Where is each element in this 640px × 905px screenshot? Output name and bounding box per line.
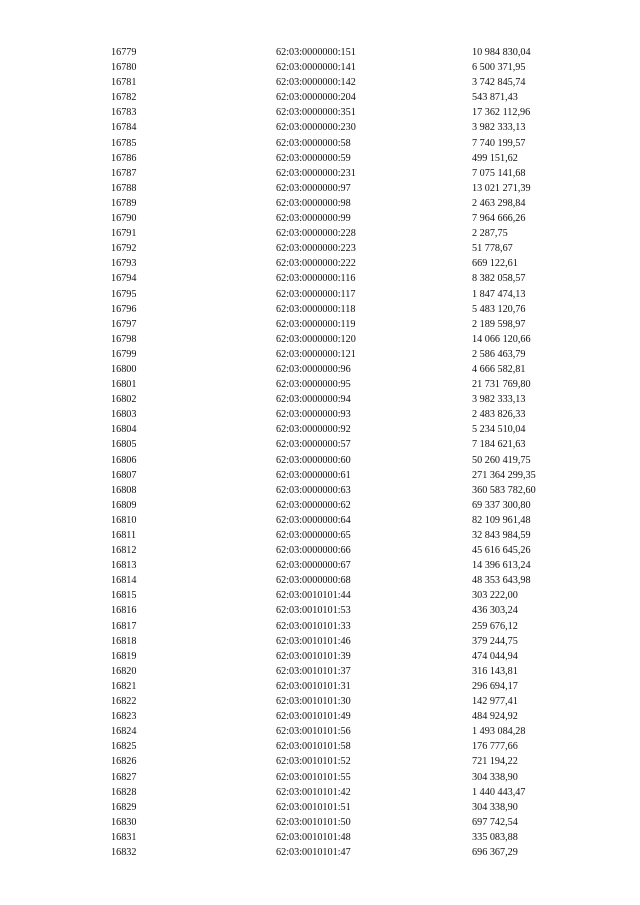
row-number-cell: 16822 <box>111 696 137 708</box>
row-number-cell: 16786 <box>111 152 137 164</box>
cadastral-value-cell: 436 303,24 <box>472 605 518 617</box>
cadastral-number-cell: 62:03:0000000:58 <box>276 137 351 149</box>
cadastral-number-cell: 62:03:0010101:30 <box>276 696 351 708</box>
cadastral-number-cell: 62:03:0010101:52 <box>276 756 351 768</box>
cadastral-value-cell: 304 338,90 <box>472 771 518 783</box>
cadastral-value-cell: 3 982 333,13 <box>472 122 526 134</box>
table-row <box>0 619 640 634</box>
table-row <box>0 634 640 649</box>
row-number-cell: 16803 <box>111 409 137 421</box>
row-number-cell: 16793 <box>111 258 137 270</box>
table-row <box>0 453 640 468</box>
row-number-cell: 16801 <box>111 379 137 391</box>
table-row <box>0 558 640 573</box>
cadastral-value-cell: 45 616 645,26 <box>472 545 531 557</box>
table-row <box>0 317 640 332</box>
row-number-cell: 16784 <box>111 122 137 134</box>
row-number-cell: 16805 <box>111 439 137 451</box>
cadastral-value-cell: 259 676,12 <box>472 620 518 632</box>
row-number-cell: 16798 <box>111 333 137 345</box>
cadastral-number-cell: 62:03:0000000:97 <box>276 182 351 194</box>
row-number-cell: 16820 <box>111 665 137 677</box>
table-row <box>0 105 640 120</box>
cadastral-value-cell: 8 382 058,57 <box>472 273 526 285</box>
row-number-cell: 16813 <box>111 560 137 572</box>
row-number-cell: 16804 <box>111 424 137 436</box>
row-number-cell: 16782 <box>111 92 137 104</box>
cadastral-number-cell: 62:03:0010101:49 <box>276 711 351 723</box>
table-row <box>0 694 640 709</box>
table-row <box>0 332 640 347</box>
row-number-cell: 16788 <box>111 182 137 194</box>
table-row <box>0 60 640 75</box>
cadastral-number-cell: 62:03:0000000:96 <box>276 363 351 375</box>
table-row <box>0 151 640 166</box>
table-row <box>0 392 640 407</box>
table-row <box>0 241 640 256</box>
row-number-cell: 16807 <box>111 469 137 481</box>
cadastral-value-cell: 50 260 419,75 <box>472 454 531 466</box>
table-row <box>0 226 640 241</box>
cadastral-number-cell: 62:03:0000000:351 <box>276 107 356 119</box>
row-number-cell: 16817 <box>111 620 137 632</box>
row-number-cell: 16791 <box>111 228 137 240</box>
cadastral-value-cell: 17 362 112,96 <box>472 107 531 119</box>
table-row <box>0 136 640 151</box>
cadastral-value-cell: 1 493 084,28 <box>472 726 526 738</box>
table-row <box>0 588 640 603</box>
row-number-cell: 16812 <box>111 545 137 557</box>
table-row <box>0 498 640 513</box>
table-row <box>0 679 640 694</box>
table-row <box>0 785 640 800</box>
cadastral-value-cell: 5 234 510,04 <box>472 424 526 436</box>
cadastral-number-cell: 62:03:0000000:93 <box>276 409 351 421</box>
table-row <box>0 649 640 664</box>
cadastral-number-cell: 62:03:0010101:48 <box>276 831 351 843</box>
row-number-cell: 16828 <box>111 786 137 798</box>
table-row <box>0 724 640 739</box>
cadastral-value-cell: 7 075 141,68 <box>472 167 526 179</box>
cadastral-value-cell: 14 396 613,24 <box>472 560 531 572</box>
cadastral-value-cell: 3 982 333,13 <box>472 394 526 406</box>
cadastral-number-cell: 62:03:0000000:151 <box>276 47 356 58</box>
cadastral-value-cell: 499 151,62 <box>472 152 518 164</box>
table-row <box>0 800 640 815</box>
cadastral-value-cell: 48 353 643,98 <box>472 575 531 587</box>
table-row <box>0 770 640 785</box>
cadastral-value-cell: 1 847 474,13 <box>472 288 526 300</box>
table-row <box>0 271 640 286</box>
cadastral-value-cell: 2 483 826,33 <box>472 409 526 421</box>
row-number-cell: 16823 <box>111 711 137 723</box>
cadastral-number-cell: 62:03:0010101:39 <box>276 650 351 662</box>
row-number-cell: 16827 <box>111 771 137 783</box>
table-row <box>0 830 640 845</box>
cadastral-number-cell: 62:03:0010101:31 <box>276 680 351 692</box>
cadastral-value-cell: 51 778,67 <box>472 243 513 255</box>
cadastral-number-cell: 62:03:0000000:94 <box>276 394 351 406</box>
cadastral-number-cell: 62:03:0000000:231 <box>276 167 356 179</box>
cadastral-number-cell: 62:03:0010101:50 <box>276 816 351 828</box>
cadastral-number-cell: 62:03:0000000:95 <box>276 379 351 391</box>
table-row <box>0 362 640 377</box>
table-row <box>0 754 640 769</box>
cadastral-number-cell: 62:03:0000000:223 <box>276 243 356 255</box>
row-number-cell: 16787 <box>111 167 137 179</box>
row-number-cell: 16790 <box>111 213 137 225</box>
table-row <box>0 302 640 317</box>
cadastral-value-cell: 176 777,66 <box>472 741 518 753</box>
cadastral-number-cell: 62:03:0000000:116 <box>276 273 356 285</box>
cadastral-value-cell: 696 367,29 <box>472 846 518 858</box>
row-number-cell: 16785 <box>111 137 137 149</box>
table-row <box>0 483 640 498</box>
cadastral-number-cell: 62:03:0000000:62 <box>276 499 351 511</box>
cadastral-number-cell: 62:03:0000000:222 <box>276 258 356 270</box>
row-number-cell: 16795 <box>111 288 137 300</box>
table-row <box>0 573 640 588</box>
cadastral-number-cell: 62:03:0000000:119 <box>276 318 356 330</box>
cadastral-value-cell: 335 083,88 <box>472 831 518 843</box>
cadastral-number-cell: 62:03:0000000:92 <box>276 424 351 436</box>
row-number-cell: 16789 <box>111 197 137 209</box>
cadastral-value-cell: 484 924,92 <box>472 711 518 723</box>
table-row <box>0 90 640 105</box>
cadastral-value-cell: 316 143,81 <box>472 665 518 677</box>
cadastral-value-cell: 697 742,54 <box>472 816 518 828</box>
table-row <box>0 256 640 271</box>
table-row <box>0 739 640 754</box>
row-number-cell: 16811 <box>111 530 137 541</box>
cadastral-value-cell: 669 122,61 <box>472 258 518 270</box>
cadastral-value-cell: 543 871,43 <box>472 92 518 104</box>
cadastral-value-cell: 32 843 984,59 <box>472 530 531 541</box>
cadastral-number-cell: 62:03:0010101:58 <box>276 741 351 753</box>
cadastral-number-cell: 62:03:0000000:68 <box>276 575 351 587</box>
cadastral-value-cell: 474 044,94 <box>472 650 518 662</box>
cadastral-value-cell: 360 583 782,60 <box>472 484 536 496</box>
row-number-cell: 16816 <box>111 605 137 617</box>
cadastral-value-cell: 2 586 463,79 <box>472 348 526 360</box>
table-row <box>0 709 640 724</box>
cadastral-value-cell: 6 500 371,95 <box>472 62 526 74</box>
cadastral-value-cell: 303 222,00 <box>472 590 518 602</box>
cadastral-number-cell: 62:03:0010101:47 <box>276 846 351 858</box>
cadastral-value-cell: 7 184 621,63 <box>472 439 526 451</box>
table-row <box>0 120 640 135</box>
table-row <box>0 513 640 528</box>
table-row <box>0 407 640 422</box>
table-row <box>0 603 640 618</box>
cadastral-value-cell: 82 109 961,48 <box>472 514 531 526</box>
cadastral-number-cell: 62:03:0000000:230 <box>276 122 356 134</box>
table-row <box>0 211 640 226</box>
row-number-cell: 16780 <box>111 62 137 74</box>
row-number-cell: 16794 <box>111 273 137 285</box>
cadastral-value-cell: 13 021 271,39 <box>472 182 531 194</box>
cadastral-number-cell: 62:03:0010101:42 <box>276 786 351 798</box>
row-number-cell: 16779 <box>111 47 137 58</box>
cadastral-value-cell: 2 287,75 <box>472 228 508 240</box>
cadastral-value-cell: 142 977,41 <box>472 696 518 708</box>
table-row <box>0 196 640 211</box>
row-number-cell: 16810 <box>111 514 137 526</box>
cadastral-number-cell: 62:03:0000000:141 <box>276 62 356 74</box>
row-number-cell: 16781 <box>111 77 137 89</box>
cadastral-number-cell: 62:03:0010101:46 <box>276 635 351 647</box>
row-number-cell: 16821 <box>111 680 137 692</box>
cadastral-value-cell: 4 666 582,81 <box>472 363 526 375</box>
cadastral-value-cell: 2 463 298,84 <box>472 197 526 209</box>
table-row <box>0 422 640 437</box>
row-number-cell: 16819 <box>111 650 137 662</box>
cadastral-number-cell: 62:03:0010101:56 <box>276 726 351 738</box>
cadastral-value-cell: 5 483 120,76 <box>472 303 526 315</box>
row-number-cell: 16797 <box>111 318 137 330</box>
cadastral-number-cell: 62:03:0000000:65 <box>276 530 351 541</box>
cadastral-value-cell: 14 066 120,66 <box>472 333 531 345</box>
cadastral-number-cell: 62:03:0000000:117 <box>276 288 356 300</box>
row-number-cell: 16802 <box>111 394 137 406</box>
cadastral-number-cell: 62:03:0000000:98 <box>276 197 351 209</box>
row-number-cell: 16830 <box>111 816 137 828</box>
table-row <box>0 347 640 362</box>
cadastral-number-cell: 62:03:0000000:63 <box>276 484 351 496</box>
cadastral-number-cell: 62:03:0000000:60 <box>276 454 351 466</box>
table-row <box>0 543 640 558</box>
row-number-cell: 16826 <box>111 756 137 768</box>
cadastral-value-cell: 7 964 666,26 <box>472 213 526 225</box>
table-row <box>0 45 640 60</box>
table-row <box>0 815 640 830</box>
table-row <box>0 528 640 543</box>
row-number-cell: 16831 <box>111 831 137 843</box>
cadastral-number-cell: 62:03:0000000:121 <box>276 348 356 360</box>
row-number-cell: 16814 <box>111 575 137 587</box>
cadastral-value-cell: 1 440 443,47 <box>472 786 526 798</box>
row-number-cell: 16808 <box>111 484 137 496</box>
cadastral-value-cell: 69 337 300,80 <box>472 499 531 511</box>
row-number-cell: 16818 <box>111 635 137 647</box>
row-number-cell: 16809 <box>111 499 137 511</box>
cadastral-number-cell: 62:03:0010101:51 <box>276 801 351 813</box>
cadastral-number-cell: 62:03:0010101:37 <box>276 665 351 677</box>
cadastral-number-cell: 62:03:0000000:59 <box>276 152 351 164</box>
row-number-cell: 16815 <box>111 590 137 602</box>
cadastral-value-cell: 7 740 199,57 <box>472 137 526 149</box>
row-number-cell: 16824 <box>111 726 137 738</box>
table-row <box>0 166 640 181</box>
row-number-cell: 16806 <box>111 454 137 466</box>
cadastral-number-cell: 62:03:0000000:120 <box>276 333 356 345</box>
cadastral-value-cell: 3 742 845,74 <box>472 77 526 89</box>
cadastral-number-cell: 62:03:0000000:204 <box>276 92 356 104</box>
cadastral-value-cell: 271 364 299,35 <box>472 469 536 481</box>
table-row <box>0 664 640 679</box>
cadastral-number-cell: 62:03:0010101:53 <box>276 605 351 617</box>
cadastral-value-cell: 21 731 769,80 <box>472 379 531 391</box>
table-row <box>0 377 640 392</box>
table-row <box>0 75 640 90</box>
cadastral-number-cell: 62:03:0000000:64 <box>276 514 351 526</box>
table-row <box>0 287 640 302</box>
cadastral-number-cell: 62:03:0000000:118 <box>276 303 356 315</box>
data-table <box>0 45 640 860</box>
cadastral-value-cell: 2 189 598,97 <box>472 318 526 330</box>
cadastral-value-cell: 304 338,90 <box>472 801 518 813</box>
cadastral-number-cell: 62:03:0000000:61 <box>276 469 351 481</box>
row-number-cell: 16796 <box>111 303 137 315</box>
cadastral-value-cell: 296 694,17 <box>472 680 518 692</box>
cadastral-number-cell: 62:03:0000000:57 <box>276 439 351 451</box>
table-row <box>0 181 640 196</box>
cadastral-number-cell: 62:03:0010101:55 <box>276 771 351 783</box>
cadastral-number-cell: 62:03:0000000:99 <box>276 213 351 225</box>
cadastral-number-cell: 62:03:0010101:33 <box>276 620 351 632</box>
cadastral-number-cell: 62:03:0000000:66 <box>276 545 351 557</box>
cadastral-value-cell: 379 244,75 <box>472 635 518 647</box>
row-number-cell: 16792 <box>111 243 137 255</box>
cadastral-value-cell: 10 984 830,04 <box>472 47 531 58</box>
row-number-cell: 16832 <box>111 846 137 858</box>
row-number-cell: 16800 <box>111 363 137 375</box>
table-row <box>0 845 640 860</box>
cadastral-number-cell: 62:03:0000000:67 <box>276 560 351 572</box>
cadastral-value-cell: 721 194,22 <box>472 756 518 768</box>
cadastral-number-cell: 62:03:0000000:142 <box>276 77 356 89</box>
row-number-cell: 16825 <box>111 741 137 753</box>
cadastral-number-cell: 62:03:0000000:228 <box>276 228 356 240</box>
row-number-cell: 16799 <box>111 348 137 360</box>
cadastral-number-cell: 62:03:0010101:44 <box>276 590 351 602</box>
row-number-cell: 16783 <box>111 107 137 119</box>
table-row <box>0 468 640 483</box>
row-number-cell: 16829 <box>111 801 137 813</box>
table-row <box>0 437 640 452</box>
